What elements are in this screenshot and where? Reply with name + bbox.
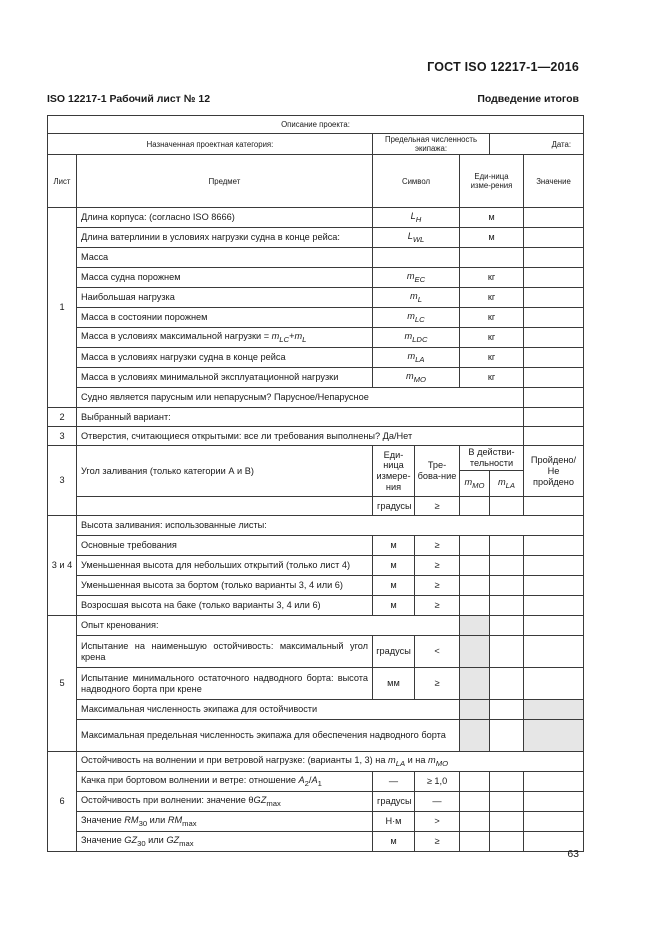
- table-row: Длина ватерлинии в условиях нагрузки судна в конце рейса: $L_{WL}$ м: [48, 228, 584, 248]
- crew-limit-field[interactable]: Предельная численность экипажа:: [373, 134, 490, 155]
- value-cell[interactable]: [490, 832, 524, 852]
- value-cell[interactable]: [524, 792, 584, 812]
- value-cell[interactable]: [460, 596, 490, 616]
- value-cell[interactable]: [460, 772, 490, 792]
- value-cell[interactable]: [524, 772, 584, 792]
- project-description-field[interactable]: Описание проекта:: [48, 116, 584, 134]
- value-cell[interactable]: [490, 497, 524, 516]
- value-cell[interactable]: [524, 228, 584, 248]
- value-cell[interactable]: [524, 636, 584, 668]
- value-cell[interactable]: [490, 668, 524, 700]
- value-cell[interactable]: [524, 668, 584, 700]
- row-label: Отверстия, считающиеся открытыми: все ли требования выполнены? Да/Нет: [77, 427, 524, 446]
- table-row: Значение $RM_{30}$ или $RM_{max}$ Н·м >: [48, 812, 584, 832]
- design-category-field[interactable]: Назначенная проектная категория:: [48, 134, 373, 155]
- table-row: $m_{MO}$ $m_{LA}$: [48, 471, 584, 497]
- row-label: Масса в условиях минимальной эксплуатационной нагрузки: [77, 368, 373, 388]
- value-cell[interactable]: [524, 408, 584, 427]
- value-cell[interactable]: [490, 700, 524, 720]
- value-cell[interactable]: [524, 328, 584, 348]
- value-cell[interactable]: [460, 556, 490, 576]
- table-row: 3 Отверстия, считающиеся открытыми: все ли требования выполнены? Да/Нет: [48, 427, 584, 446]
- value-cell[interactable]: [490, 812, 524, 832]
- value-cell[interactable]: [490, 720, 524, 752]
- row-label: Выбранный вариант:: [77, 408, 524, 427]
- value-cell[interactable]: [524, 388, 584, 408]
- value-cell[interactable]: [524, 556, 584, 576]
- value-cell[interactable]: [524, 596, 584, 616]
- table-row: [48, 388, 584, 408]
- table-row: Возросшая высота на баке (только варианты 3, 4 или 6) м ≥: [48, 596, 584, 616]
- sheet-number: 1: [48, 208, 77, 408]
- table-row: Масса судна порожнем $m_{EC}$ кг: [48, 268, 584, 288]
- value-cell[interactable]: [524, 536, 584, 556]
- value-cell[interactable]: [490, 576, 524, 596]
- value-cell[interactable]: [460, 832, 490, 852]
- table-row: Качка при бортовом волнении и ветре: отношение $A_2/A_1$ — ≥ 1,0: [48, 772, 584, 792]
- page-number: 63: [567, 848, 579, 860]
- row-label: Масса в условиях нагрузки судна в конце рейса: [77, 348, 373, 368]
- value-cell[interactable]: [460, 792, 490, 812]
- value-cell[interactable]: [460, 576, 490, 596]
- table-row: градусы ≥: [48, 497, 584, 516]
- value-cell[interactable]: [524, 427, 584, 446]
- value-cell[interactable]: [524, 368, 584, 388]
- value-cell[interactable]: [524, 812, 584, 832]
- value-cell[interactable]: [524, 348, 584, 368]
- table-row: 2 Выбранный вариант:: [48, 408, 584, 427]
- value-cell[interactable]: [490, 536, 524, 556]
- summary-table: [47, 115, 584, 852]
- value-cell[interactable]: [490, 596, 524, 616]
- col-symbol-header: Символ: [373, 155, 460, 208]
- row-label: Масса судна порожнем: [77, 268, 373, 288]
- date-field[interactable]: Дата:: [490, 134, 584, 155]
- table-row: 1 Длина корпуса: (согласно ISO 8666) $L_H$ м: [48, 208, 584, 228]
- value-cell[interactable]: [524, 308, 584, 328]
- table-row: 6 Остойчивость на волнении и при ветровой нагрузке: (варианты 1, 3) на $m_{LA}$ и на $m_{MO}$: [48, 752, 584, 772]
- table-row: Максимальная предельная численность экипажа для обеспечения надводного борта: [48, 720, 584, 752]
- row-label: Масса в состоянии порожнем: [77, 308, 373, 328]
- table-row: Масса в условиях нагрузки судна в конце рейса $m_{LA}$ кг: [48, 348, 584, 368]
- row-label: Длина ватерлинии в условиях нагрузки судна в конце рейса:: [77, 228, 373, 248]
- value-cell[interactable]: [490, 556, 524, 576]
- col-subject-header: Предмет: [77, 155, 373, 208]
- table-row: Уменьшенная высота за бортом (только варианты 3, 4 или 6) м ≥: [48, 576, 584, 596]
- table-row: Максимальная численность экипажа для остойчивости: [48, 700, 584, 720]
- row-label: Наибольшая нагрузка: [77, 288, 373, 308]
- table-row: Значение $GZ_{30}$ или $GZ_{max}$ м ≥: [48, 832, 584, 852]
- table-row: Масса в условиях максимальной нагрузки = $m_{LC}+m_L$ $m_{LDC}$ кг: [48, 328, 584, 348]
- col-value-header: Значение: [524, 155, 584, 208]
- row-label: Судно является парусным или непарусным? Парусное/Непарусное: [77, 388, 524, 408]
- table-row: Наибольшая нагрузка $m_L$ кг: [48, 288, 584, 308]
- row-label: Угол заливания (только категории А и В): [77, 446, 373, 497]
- value-cell[interactable]: [524, 268, 584, 288]
- value-cell[interactable]: [460, 812, 490, 832]
- table-row: [48, 248, 584, 268]
- standard-code: ГОСТ ISO 12217-1—2016: [427, 60, 579, 74]
- value-cell[interactable]: [524, 208, 584, 228]
- value-cell[interactable]: [490, 772, 524, 792]
- value-cell[interactable]: [490, 792, 524, 812]
- value-cell[interactable]: [524, 497, 584, 516]
- table-row: Масса в состоянии порожнем $m_{LC}$ кг: [48, 308, 584, 328]
- table-row: Основные требования м ≥: [48, 536, 584, 556]
- section-title: Подведение итогов: [477, 93, 579, 105]
- table-row: Масса в условиях минимальной эксплуатационной нагрузки $m_{MO}$ кг: [48, 368, 584, 388]
- row-label: Высота заливания: использованные листы:: [77, 516, 584, 536]
- row-label: Длина корпуса: (согласно ISO 8666): [77, 208, 373, 228]
- value-cell[interactable]: [490, 636, 524, 668]
- table-row: 5 Опыт кренования:: [48, 616, 584, 636]
- value-cell[interactable]: [460, 536, 490, 556]
- row-label: Масса в условиях максимальной нагрузки = $m_{LC}+m_L$: [77, 328, 373, 348]
- table-row: Испытание на наименьшую остойчивость: максимальный угол крена градусы <: [48, 636, 584, 668]
- table-row: Остойчивость при волнении: значение θGZ$_{max}$ градусы —: [48, 792, 584, 812]
- table-row: Испытание минимального остаточного надводного борта: высота надводного борта при крене мм ≥: [48, 668, 584, 700]
- worksheet-title: ISO 12217-1 Рабочий лист № 12: [47, 93, 211, 105]
- value-cell[interactable]: [524, 288, 584, 308]
- table-row: 3 Угол заливания (только категории А и В) Еди-ница измере-ния Тре-бова-ние В действи-тельности Пройдено/ Не пройдено: [48, 446, 584, 471]
- value-cell[interactable]: [524, 576, 584, 596]
- table-row: Уменьшенная высота для небольших открытий (только лист 4) м ≥: [48, 556, 584, 576]
- table-row: 3 и 4 Высота заливания: использованные листы:: [48, 516, 584, 536]
- col-sheet-header: Лист: [48, 155, 77, 208]
- col-unit-header: Еди-ница изме-рения: [460, 155, 524, 208]
- row-label: Масса: [77, 248, 373, 268]
- value-cell[interactable]: [460, 497, 490, 516]
